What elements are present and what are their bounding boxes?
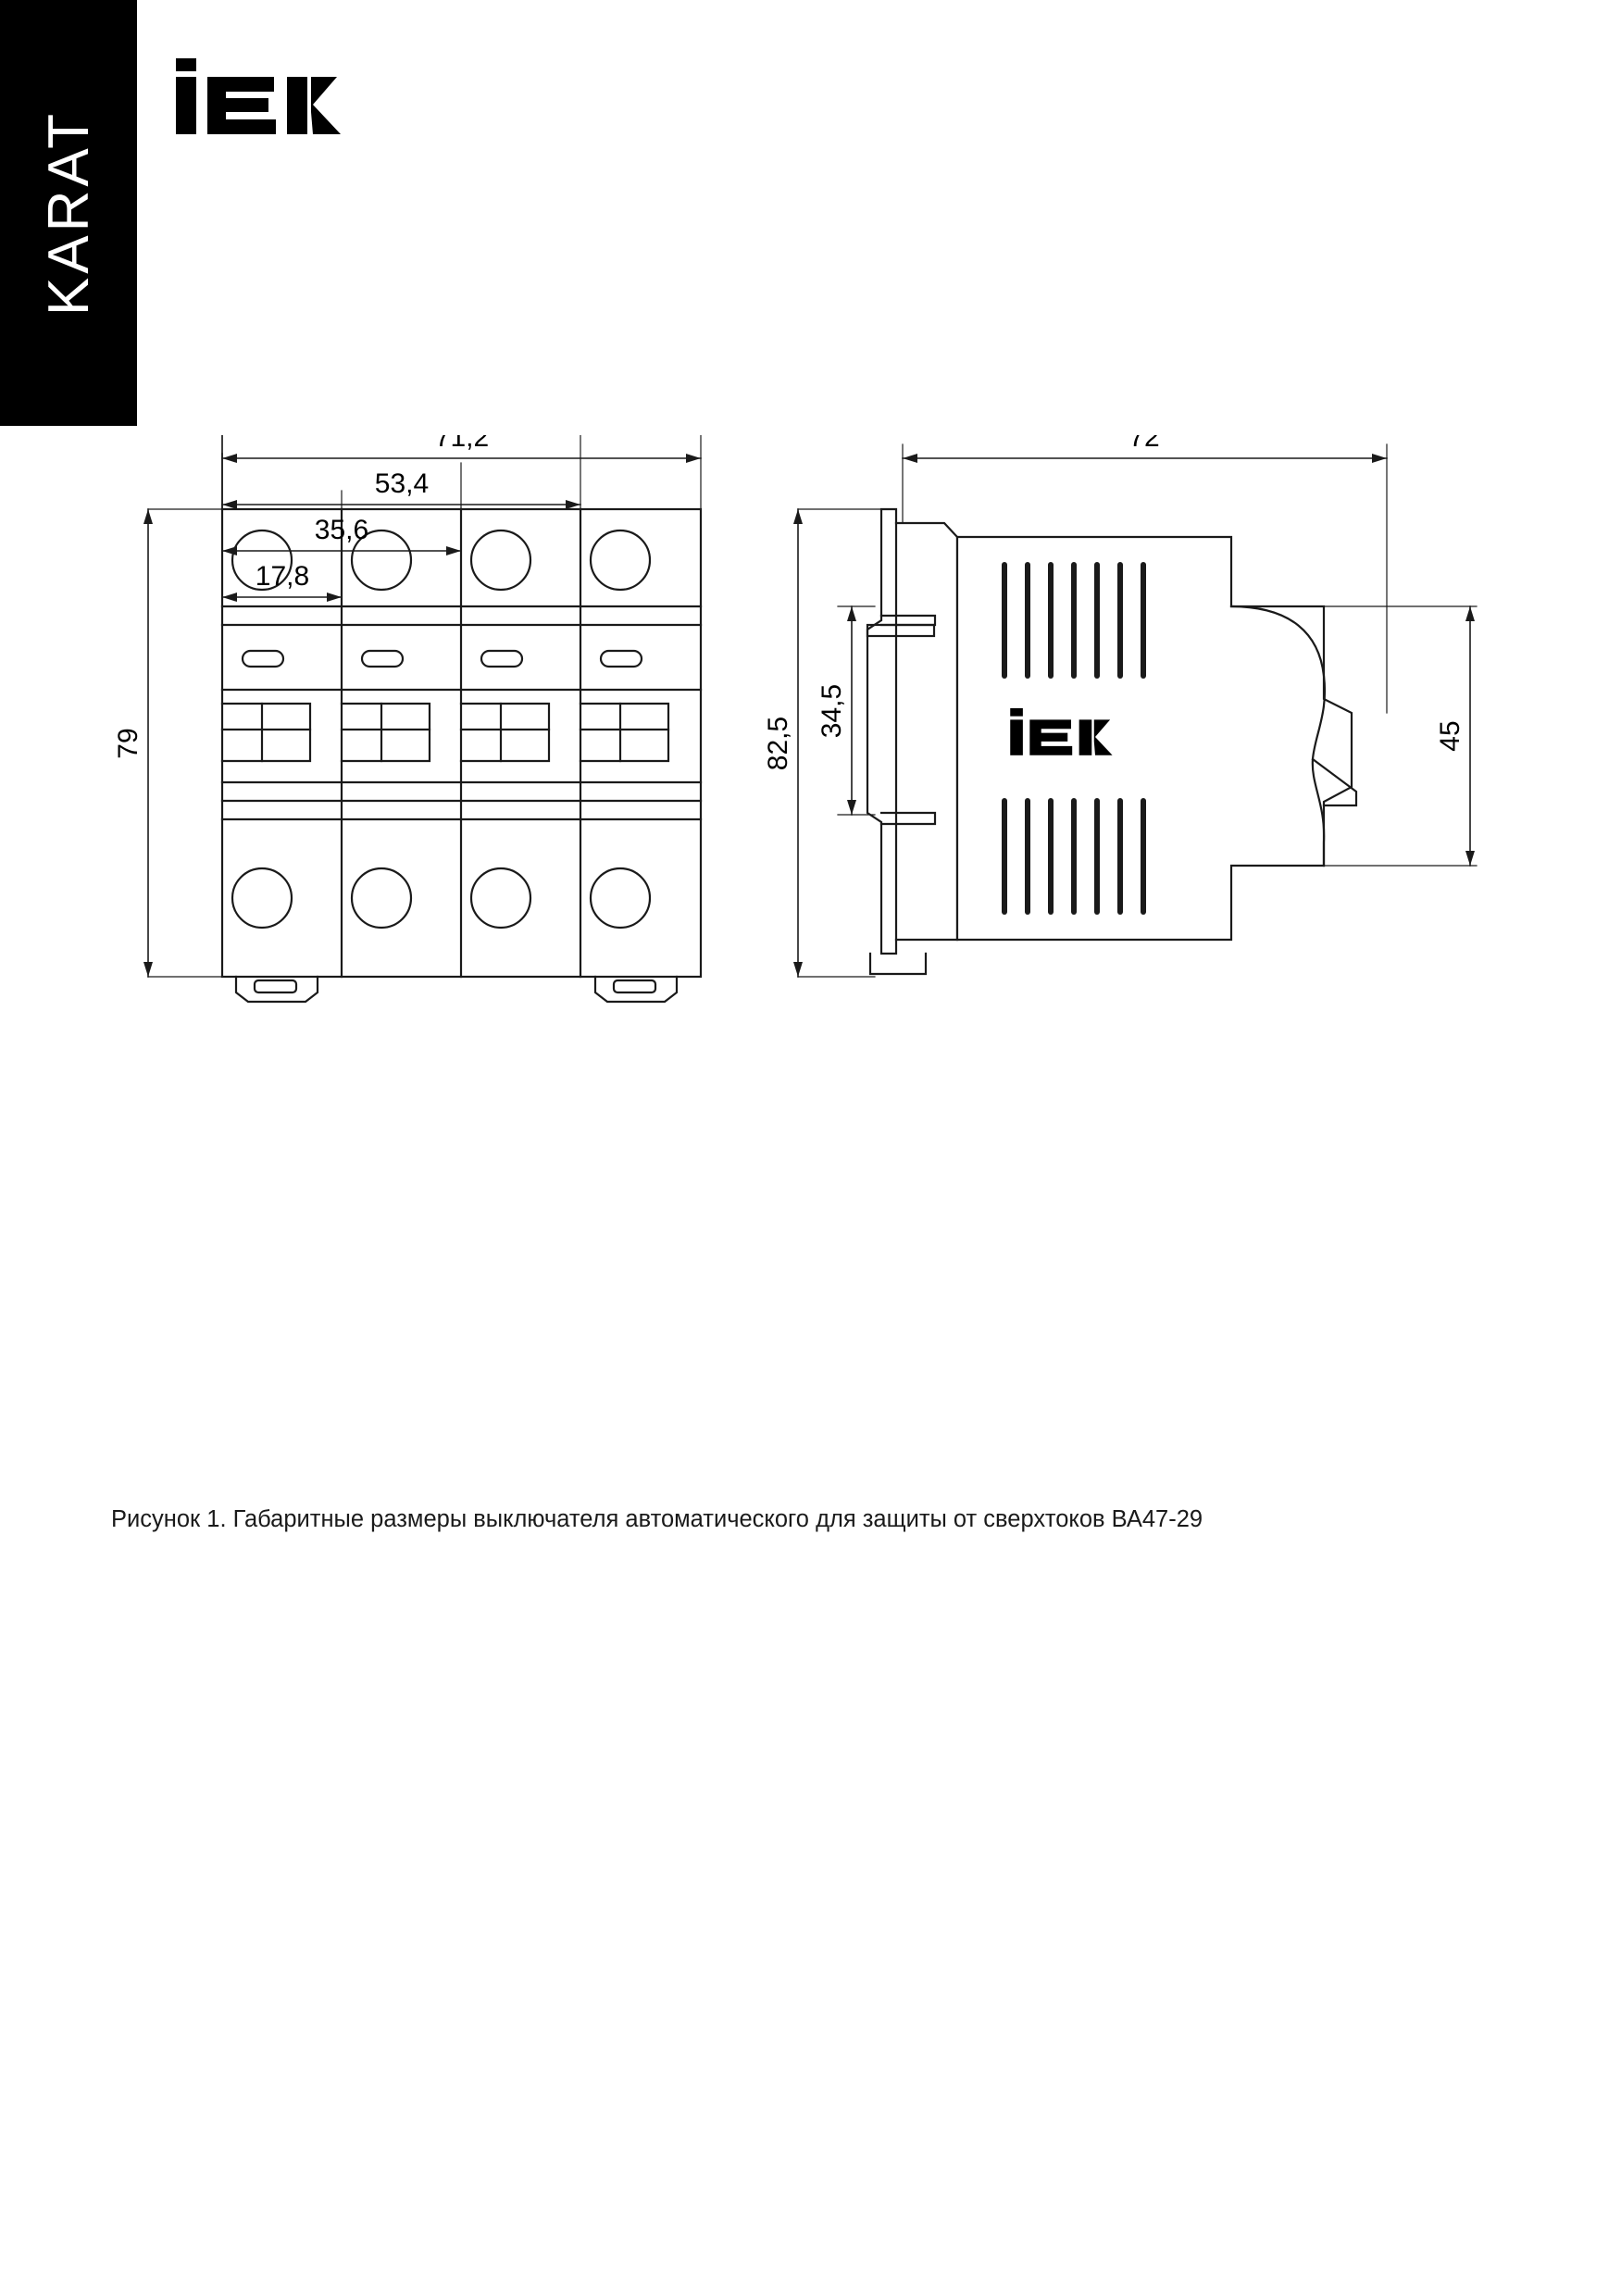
dimension-label-depth-total: 72: [1128, 435, 1160, 453]
dimension-label-width-three-poles: 53,4: [374, 468, 430, 499]
iek-logo: [174, 51, 368, 153]
dimension-label-width-one-pole: 17,8: [255, 561, 310, 592]
dimension-label-height-body-front: 45: [1435, 720, 1465, 752]
dimension-label-width-two-poles: 35,6: [314, 515, 369, 545]
dimension-label-height-din-offset: 34,5: [817, 683, 847, 739]
brand-sidebar: [0, 0, 137, 426]
dimension-label-width-total: 71,2: [434, 435, 490, 453]
dimension-label-height-side: 82,5: [763, 716, 793, 771]
side-view-body: [867, 509, 1356, 974]
technical-drawing: [0, 435, 1621, 1361]
figure-caption: Рисунок 1. Габаритные размеры выключателя автоматического для защиты от сверхтоков ВА47-29: [111, 1506, 1203, 1532]
brand-series-label: KARAT: [36, 109, 101, 317]
dimension-label-height-total: 79: [113, 728, 143, 759]
